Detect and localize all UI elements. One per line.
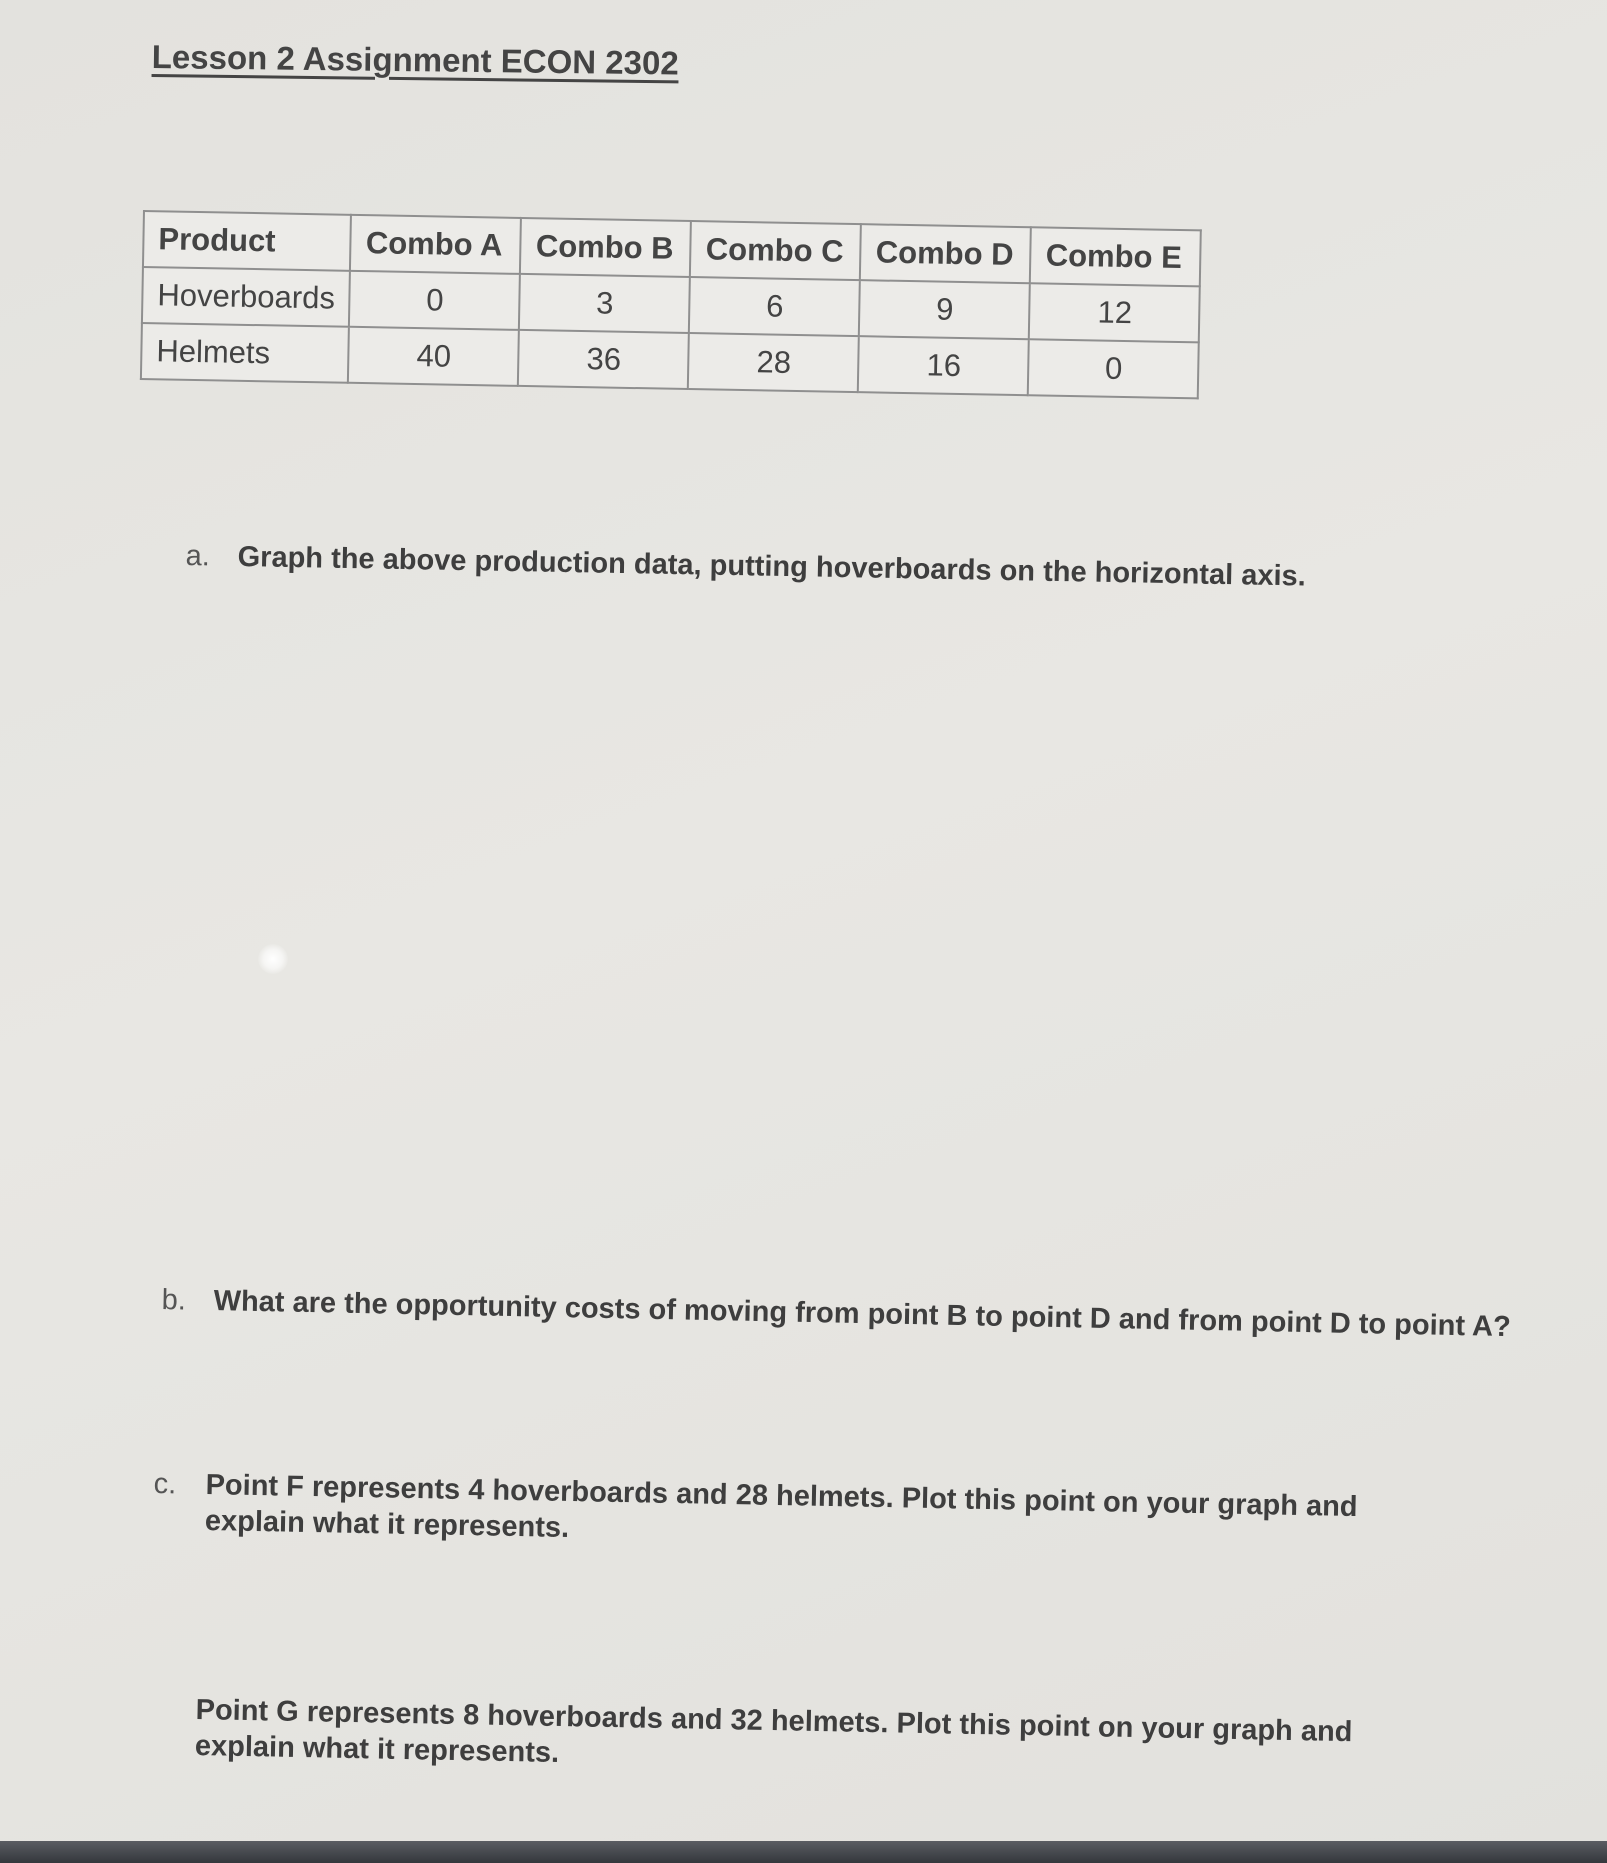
header-combo-d: Combo D [860, 224, 1031, 283]
table-cell: 40 [348, 327, 519, 386]
screen-bottom-edge [0, 1841, 1607, 1863]
question-c-text-before: Point [205, 1468, 287, 1503]
header-combo-c: Combo C [690, 221, 861, 280]
question-g-text-before: Point [195, 1693, 277, 1728]
question-c-point-label: F [285, 1470, 305, 1503]
question-a [185, 538, 1306, 595]
header-combo-e: Combo E [1030, 227, 1201, 286]
row-label-helmets: Helmets [141, 323, 349, 383]
table-cell: 6 [689, 277, 860, 336]
question-c-marker: c. [153, 1467, 177, 1501]
question-a-marker: a. [185, 539, 211, 573]
question-g-text [195, 1694, 1353, 1769]
table-cell: 36 [518, 330, 689, 389]
table-cell: 9 [859, 280, 1030, 339]
production-table [140, 210, 1202, 399]
table-cell: 12 [1029, 283, 1200, 342]
question-c-text-after: represents 4 hoverboards and 28 helmets. Plot this point on your graph and explain what it represents. [204, 1470, 1358, 1545]
light-glare [258, 944, 288, 974]
question-point-g [195, 1692, 1376, 1787]
question-a-text: Graph the above production data, putting hoverboards on the horizontal axis. [237, 540, 1307, 593]
table-cell: 3 [519, 274, 690, 333]
table-cell: 16 [858, 336, 1029, 395]
question-b [161, 1282, 1511, 1345]
question-g-point-label: G [275, 1695, 300, 1728]
question-c [153, 1466, 1444, 1563]
page-title: Lesson 2 Assignment ECON 2302 [151, 38, 679, 82]
production-table-container [140, 210, 1202, 399]
table-cell: 0 [1028, 339, 1199, 398]
row-label-hoverboards: Hoverboards [142, 267, 350, 327]
table-cell: 0 [349, 271, 520, 330]
header-combo-b: Combo B [520, 218, 691, 277]
question-c-text [153, 1466, 1444, 1563]
header-combo-a: Combo A [350, 215, 521, 274]
question-g-text-after: represents 8 hoverboards and 32 helmets. Plot this point on your graph and explain what it represents. [194, 1695, 1353, 1770]
table-cell: 28 [688, 333, 859, 392]
question-b-text: What are the opportunity costs of moving from point B to point D and from point D to point A? [213, 1285, 1512, 1344]
question-b-marker: b. [161, 1283, 187, 1317]
header-product: Product [143, 211, 351, 271]
